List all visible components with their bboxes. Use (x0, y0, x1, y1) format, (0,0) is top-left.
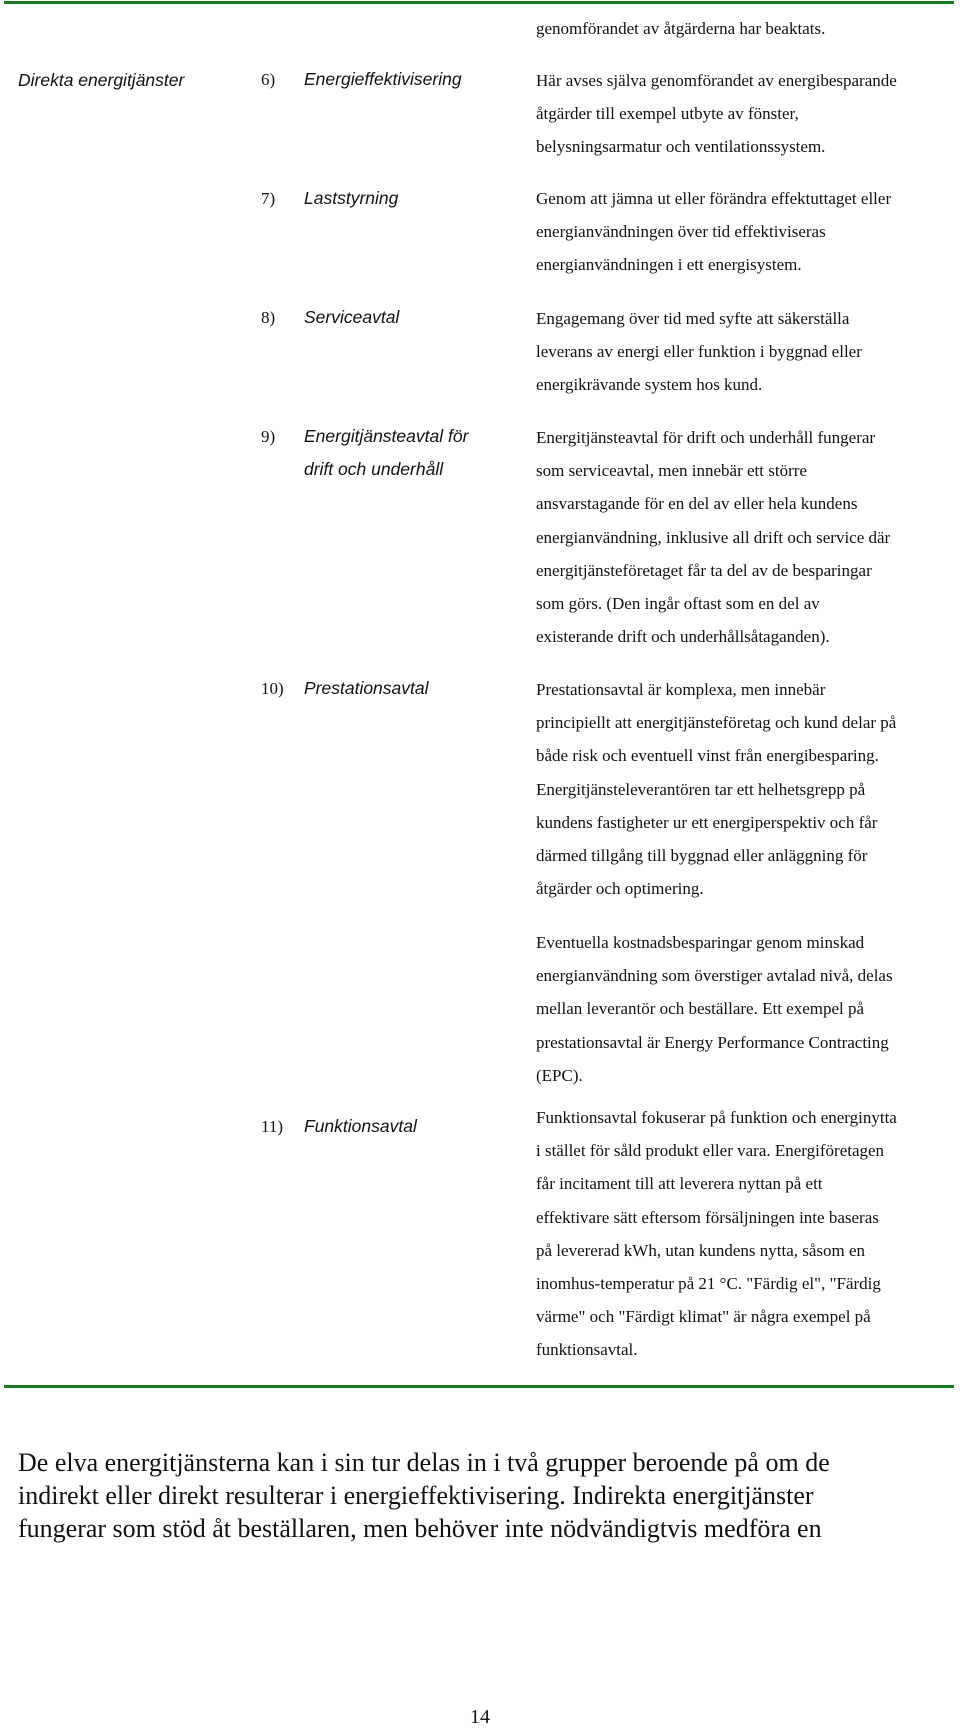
body-paragraph: De elva energitjänsterna kan i sin tur delas in i två grupper beroende på om de indirekt eller direkt resulterar i energieffektivisering. Indirekta energitjänster fungerar som stöd åt beställaren, men behöver inte nödvändigtvis medföra en (18, 1448, 830, 1543)
row-description: Engagemang över tid med syfte att säkerställa leverans av energi eller funktion i byggnad eller energikrävande system hos kund. (536, 309, 862, 395)
table-top-rule (4, 1, 954, 4)
category-label: Direkta energitjänster (18, 70, 185, 90)
row-description: Genom att jämna ut eller förändra effektuttaget eller energianvändningen över tid effektiviseras energianvändningen i ett energisystem. (536, 189, 892, 275)
row-description: Prestationsavtal är komplexa, men innebär principiellt att energitjänsteföretag och kund delar på både risk och eventuell vinst från energibesparing. Energitjänsteleverantören tar ett helhetsgrepp på kundens fastigheter ur ett energiperspektiv och får därmed tillgång till byggnad eller anläggning för åtgärder och optimering. (536, 680, 897, 899)
row-title: Energieffektivisering (304, 69, 462, 89)
row-number: 8) (261, 308, 276, 327)
row-number: 11) (261, 1117, 284, 1136)
page-number: 14 (470, 1706, 490, 1728)
row-title: Serviceavtal (304, 307, 400, 327)
table-bottom-rule (4, 1385, 954, 1388)
row-description-continued: Eventuella kostnadsbesparingar genom minskad energianvändning som överstiger avtalad nivå, delas mellan leverantör och beställare. Ett exempel på prestationsavtal är Energy Performance Contracting (EPC). (536, 933, 893, 1085)
row-description: Funktionsavtal fokuserar på funktion och energinytta i stället för såld produkt eller vara. Energiföretagen får incitament till att leverera nyttan på ett effektivare sätt eftersom försäljningen inte baseras på levererad kWh, utan kundens nytta, såsom en inomhus-temperatur på 21 °C. "Färdig el", "Färdig värme" och "Färdigt klimat" är några exempel på funktionsavtal. (536, 1108, 897, 1360)
row-number: 6) (261, 70, 276, 89)
row-title: Energitjänsteavtal för drift och underhåll (304, 426, 469, 479)
row-description: Här avses själva genomförandet av energibesparande åtgärder till exempel utbyte av fönster, belysningsarmatur och ventilationssystem. (536, 71, 897, 157)
carryover-text: genomförandet av åtgärderna har beaktats. (536, 19, 826, 38)
row-title: Prestationsavtal (304, 678, 429, 698)
row-description: Energitjänsteavtal för drift och underhåll fungerar som serviceavtal, men innebär ett större ansvarstagande för en del av eller hela kundens energianvändning, inklusive all drift och service där energitjänsteföretaget får ta del av de besparingar som görs. (Den ingår oftast som en del av existerande drift och underhållsåtaganden). (536, 428, 891, 647)
row-title: Laststyrning (304, 188, 399, 208)
row-number: 7) (261, 189, 276, 208)
row-number: 10) (261, 679, 284, 698)
row-number: 9) (261, 427, 276, 446)
row-title: Funktionsavtal (304, 1116, 417, 1136)
